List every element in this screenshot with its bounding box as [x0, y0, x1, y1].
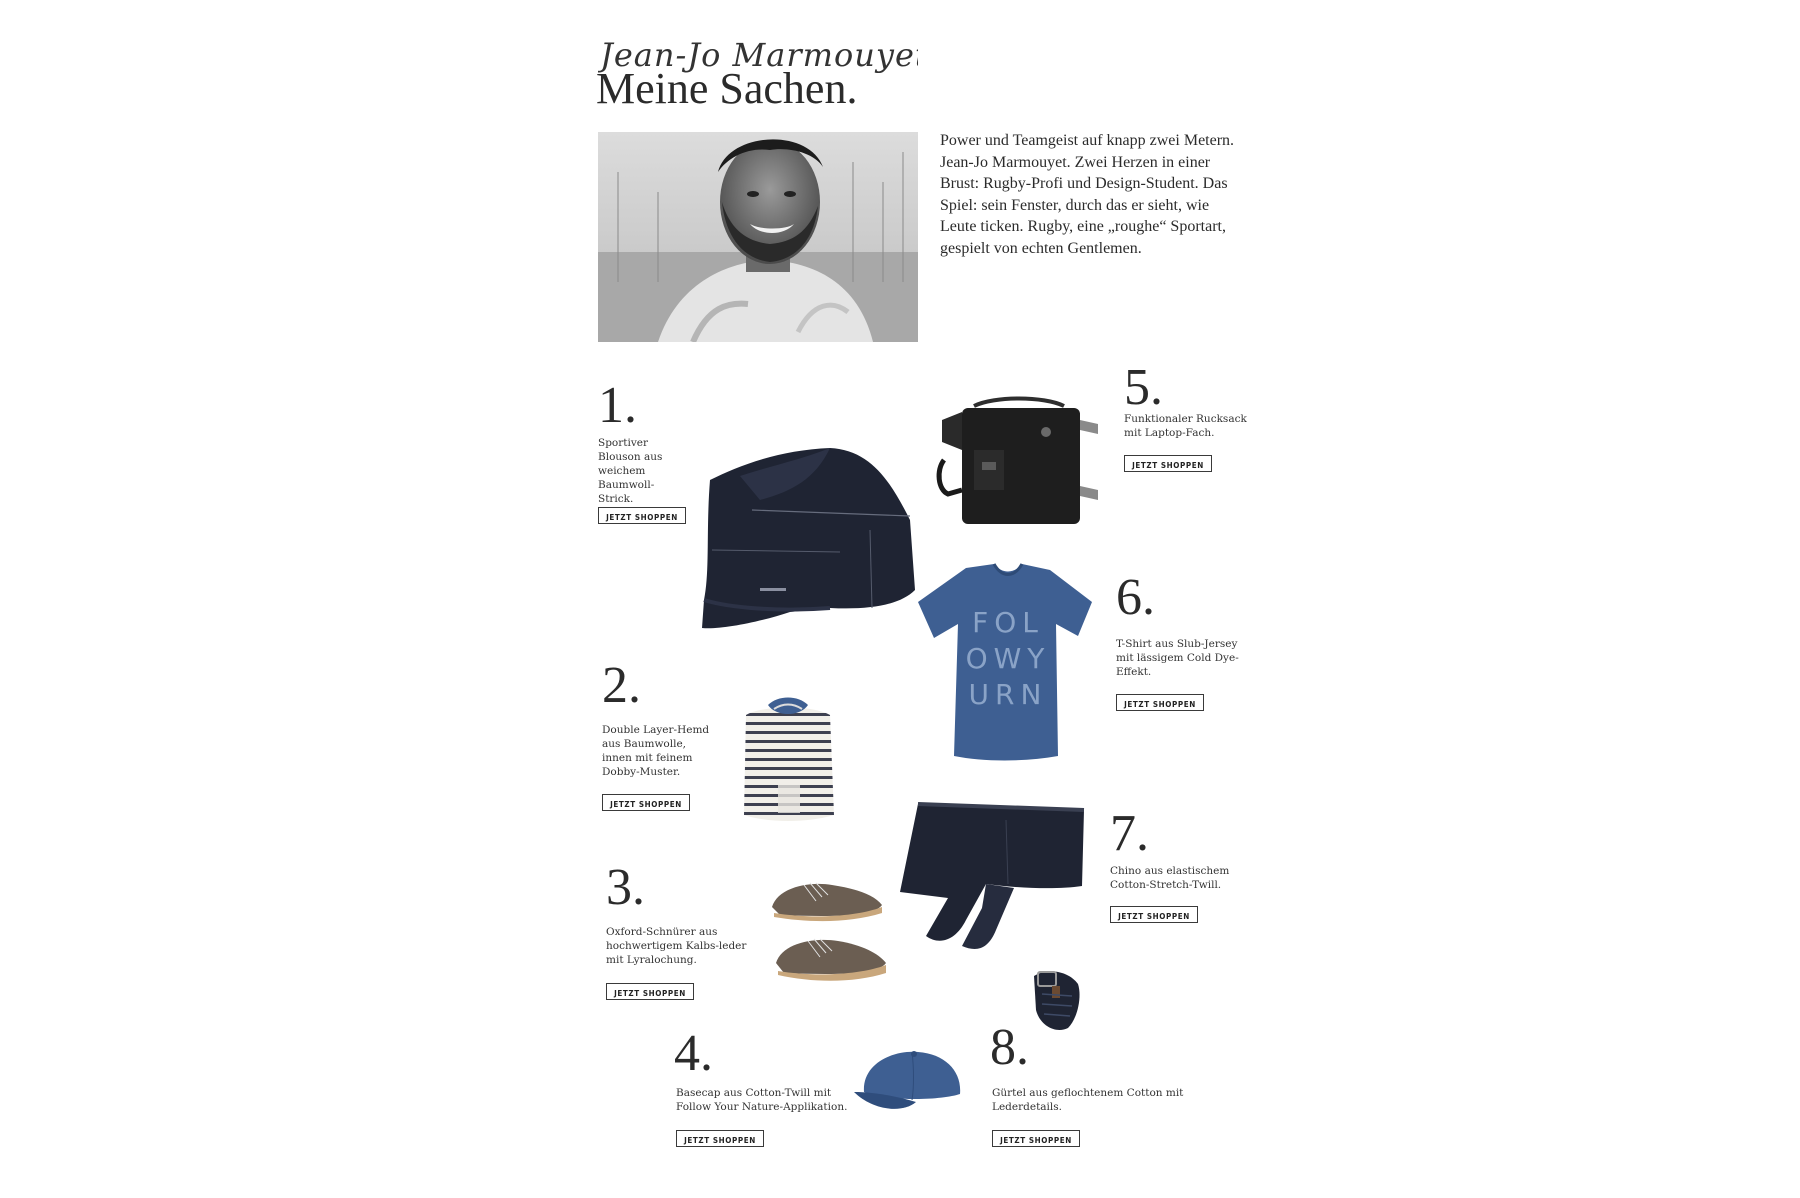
page-title: Meine Sachen. [596, 64, 858, 113]
item-2-number: 2. [602, 657, 641, 714]
item-8-shop-button[interactable]: JETZT SHOPPEN [992, 1130, 1080, 1147]
item-8-description: Gürtel aus geflochtenem Cotton mit Lederdetails. [992, 1087, 1184, 1113]
blouson-image[interactable] [700, 440, 920, 640]
tshirt-print-line-3: URN [968, 678, 1048, 711]
item-6-number: 6. [1116, 569, 1155, 626]
backpack-image[interactable] [934, 390, 1102, 530]
tshirt-image[interactable] [914, 562, 1096, 762]
item-1-description: Sportiver Blouson aus weichem Baumwoll-Strick. [598, 437, 663, 505]
cap-image[interactable] [852, 1048, 964, 1116]
belt-image[interactable] [1028, 966, 1084, 1034]
item-1-shop-button[interactable]: JETZT SHOPPEN [598, 507, 686, 524]
item-4-description: Basecap aus Cotton-Twill mit Follow Your Nature-Applikation. [676, 1087, 848, 1113]
item-5-description: Funktionaler Rucksack mit Laptop-Fach. [1124, 413, 1247, 439]
chino-image[interactable] [896, 800, 1088, 950]
item-2-description: Double Layer-Hemd aus Baumwolle, innen mit feinem Dobby-Muster. [602, 724, 710, 778]
tshirt-print-line-1: FOL [972, 606, 1044, 639]
item-7-shop-button[interactable]: JETZT SHOPPEN [1110, 906, 1198, 923]
portrait-photo [598, 132, 918, 342]
item-4-number: 4. [674, 1025, 713, 1082]
item-2-shop-button[interactable]: JETZT SHOPPEN [602, 794, 690, 811]
tshirt-print-line-2: OWY [965, 642, 1051, 675]
item-3-description: Oxford-Schnürer aus hochwertigem Kalbs-leder mit Lyralochung. [606, 926, 747, 966]
item-4-shop-button[interactable]: JETZT SHOPPEN [676, 1130, 764, 1147]
item-5-shop-button[interactable]: JETZT SHOPPEN [1124, 455, 1212, 472]
intro-text: Power und Teamgeist auf knapp zwei Metern. Jean-Jo Marmouyet. Zwei Herzen in einer Brust: Rugby-Profi und Design-Student. Das Spiel: sein Fenster, durch das er sieht, wie Leute ticken. Rugby, eine „roughe“ Sportart, gespielt von echten Gentlemen. [940, 132, 1235, 257]
item-3-shop-button[interactable]: JETZT SHOPPEN [606, 983, 694, 1000]
item-8-number: 8. [990, 1019, 1029, 1076]
shoes-image[interactable] [770, 875, 890, 995]
item-3-number: 3. [606, 859, 645, 916]
item-6-shop-button[interactable]: JETZT SHOPPEN [1116, 694, 1204, 711]
item-7-description: Chino aus elastischem Cotton-Stretch-Twill. [1110, 865, 1230, 891]
item-1-number: 1. [598, 377, 637, 434]
shirt-image[interactable] [738, 695, 838, 825]
item-7-number: 7. [1110, 805, 1149, 862]
item-5-number: 5. [1124, 359, 1163, 416]
item-6-description: T-Shirt aus Slub-Jersey mit lässigem Cold Dye-Effekt. [1116, 638, 1239, 678]
signature-text: Jean-Jo Marmouyet [600, 36, 918, 74]
